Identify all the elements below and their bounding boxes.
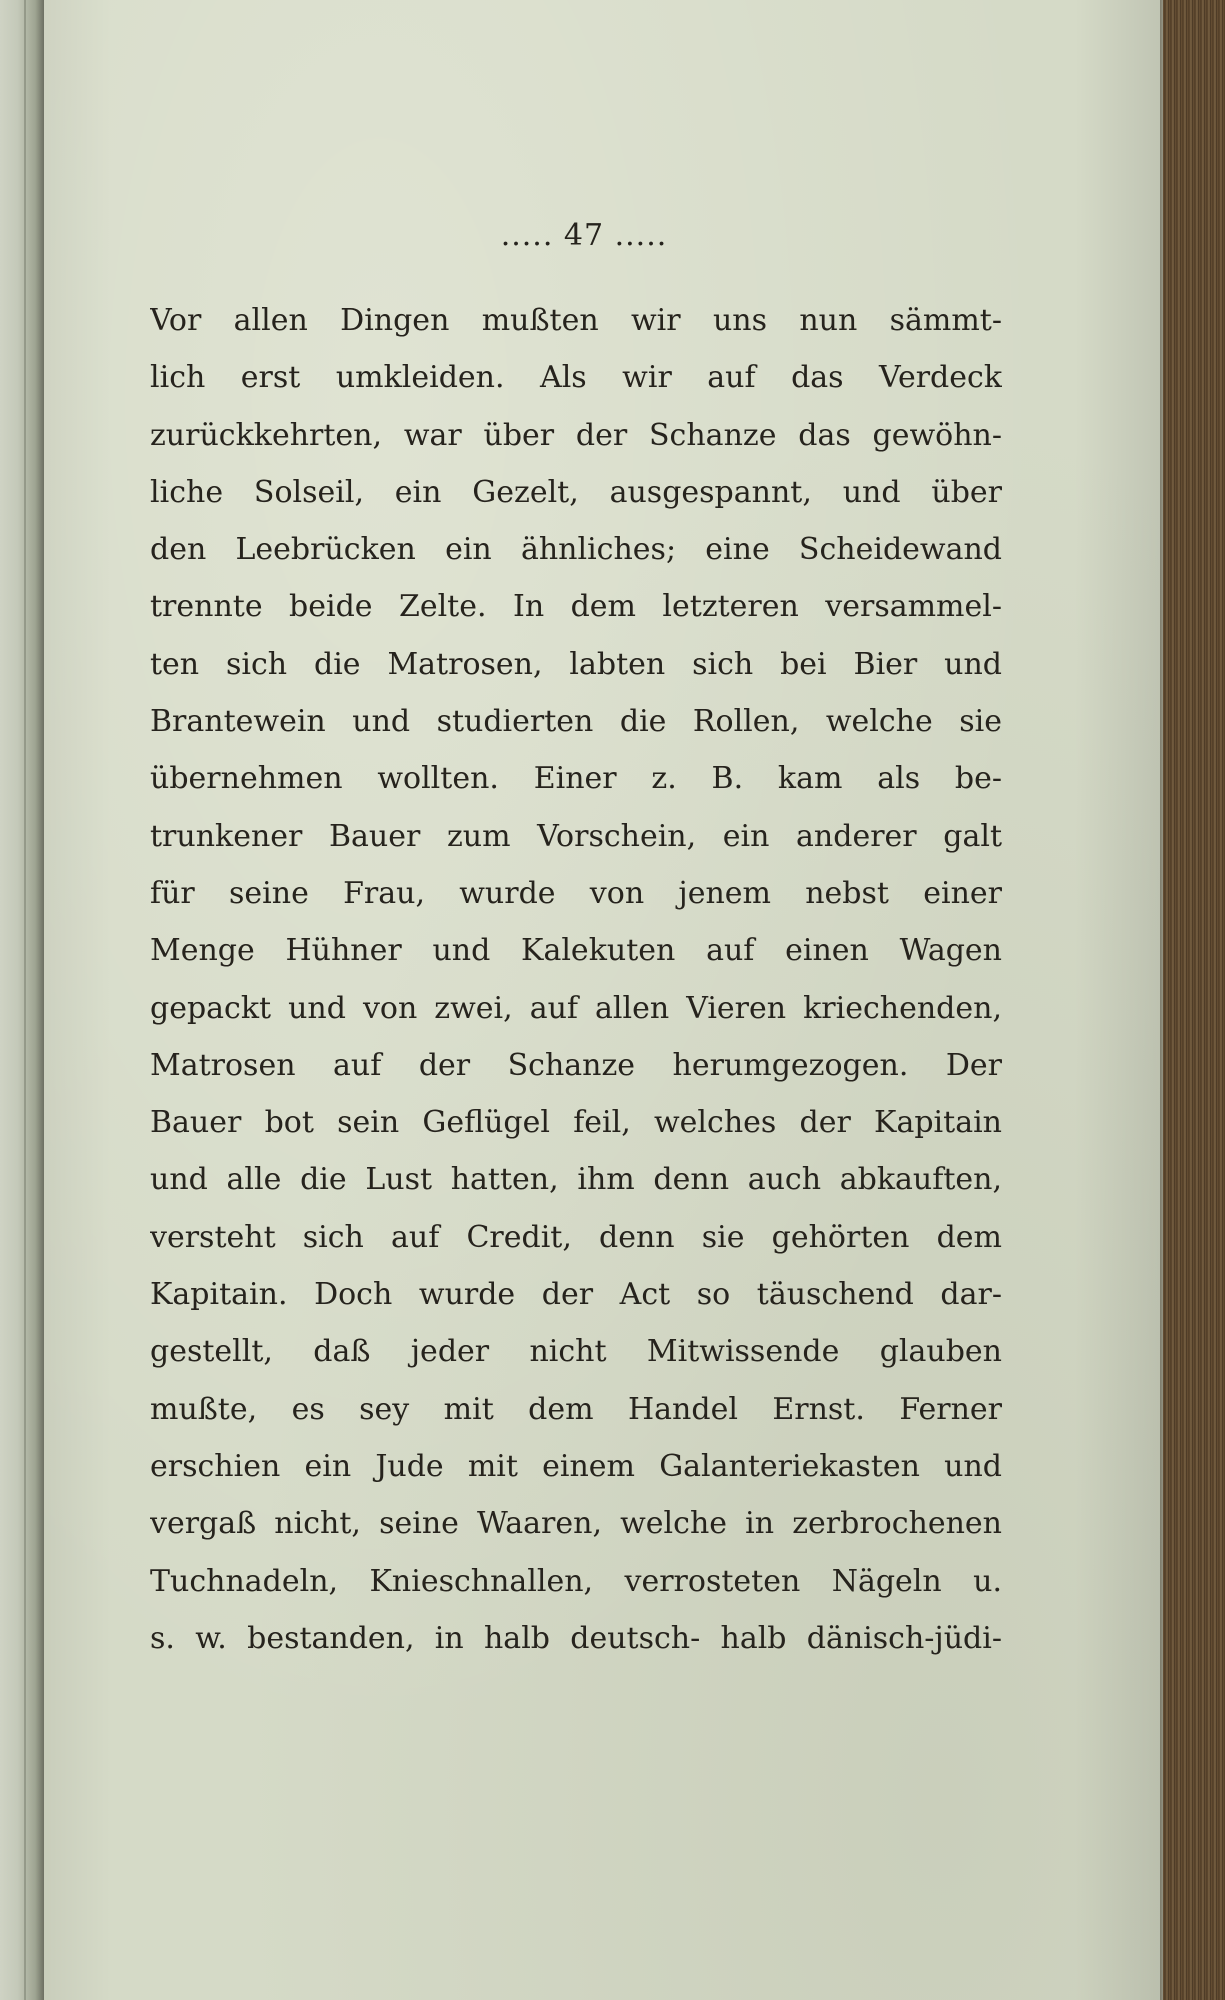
text-line: übernehmen wollten. Einer z. B. kam als be- [150,761,1002,797]
binding-line [24,0,26,2000]
text-line: Vor allen Dingen mußten wir uns nun sämmt- [150,303,1002,338]
body-text [150,292,1002,1667]
page-number: ..... 47 ..... [500,218,668,253]
text-line: liche Solseil, ein Gezelt, ausgespannt, und über [150,474,1002,510]
text-line: erschien ein Jude mit einem Galanteriekasten und [150,1448,1002,1484]
text-line: mußte, es sey mit dem Handel Ernst. Ferner [150,1391,1002,1427]
text-line: Menge Hühner und Kalekuten auf einen Wagen [150,933,1002,969]
book-page-edges [1163,0,1225,2000]
text-line: den Leebrücken ein ähnliches; eine Scheidewand [150,532,1002,568]
text-line: ten sich die Matrosen, labten sich bei Bier und [150,646,1002,682]
text-line: Brantewein und studierten die Rollen, welche sie [150,704,1002,740]
text-line: Bauer bot sein Geflügel feil, welches der Kapitain [150,1105,1002,1141]
text-line: Matrosen auf der Schanze herumgezogen. Der [150,1047,1002,1083]
text-line: zurückkehrten, war über der Schanze das gewöhn- [150,417,1002,453]
text-line: vergaß nicht, seine Waaren, welche in zerbrochenen [150,1506,1002,1542]
text-line: und alle die Lust hatten, ihm denn auch abkauften, [150,1162,1002,1198]
text-line: lich erst umkleiden. Als wir auf das Verdeck [150,360,1002,396]
text-line: trunkener Bauer zum Vorschein, ein anderer galt [150,818,1002,854]
text-line: s. w. bestanden, in halb deutsch- halb dänisch-jüdi- [150,1620,1002,1656]
text-line: gestellt, daß jeder nicht Mitwissende glauben [150,1334,1002,1370]
text-line: trennte beide Zelte. In dem letzteren versammel- [150,589,1002,625]
text-line: Tuchnadeln, Knieschnallen, verrosteten Nägeln u. [150,1563,1002,1599]
text-line: versteht sich auf Credit, denn sie gehörten dem [150,1219,1002,1255]
previous-page-edge [0,0,44,2000]
text-line: gepackt und von zwei, auf allen Vieren kriechenden, [150,990,1002,1026]
text-line: Kapitain. Doch wurde der Act so täuschend dar- [150,1277,1002,1313]
text-line: für seine Frau, wurde von jenem nebst einer [150,875,1002,911]
